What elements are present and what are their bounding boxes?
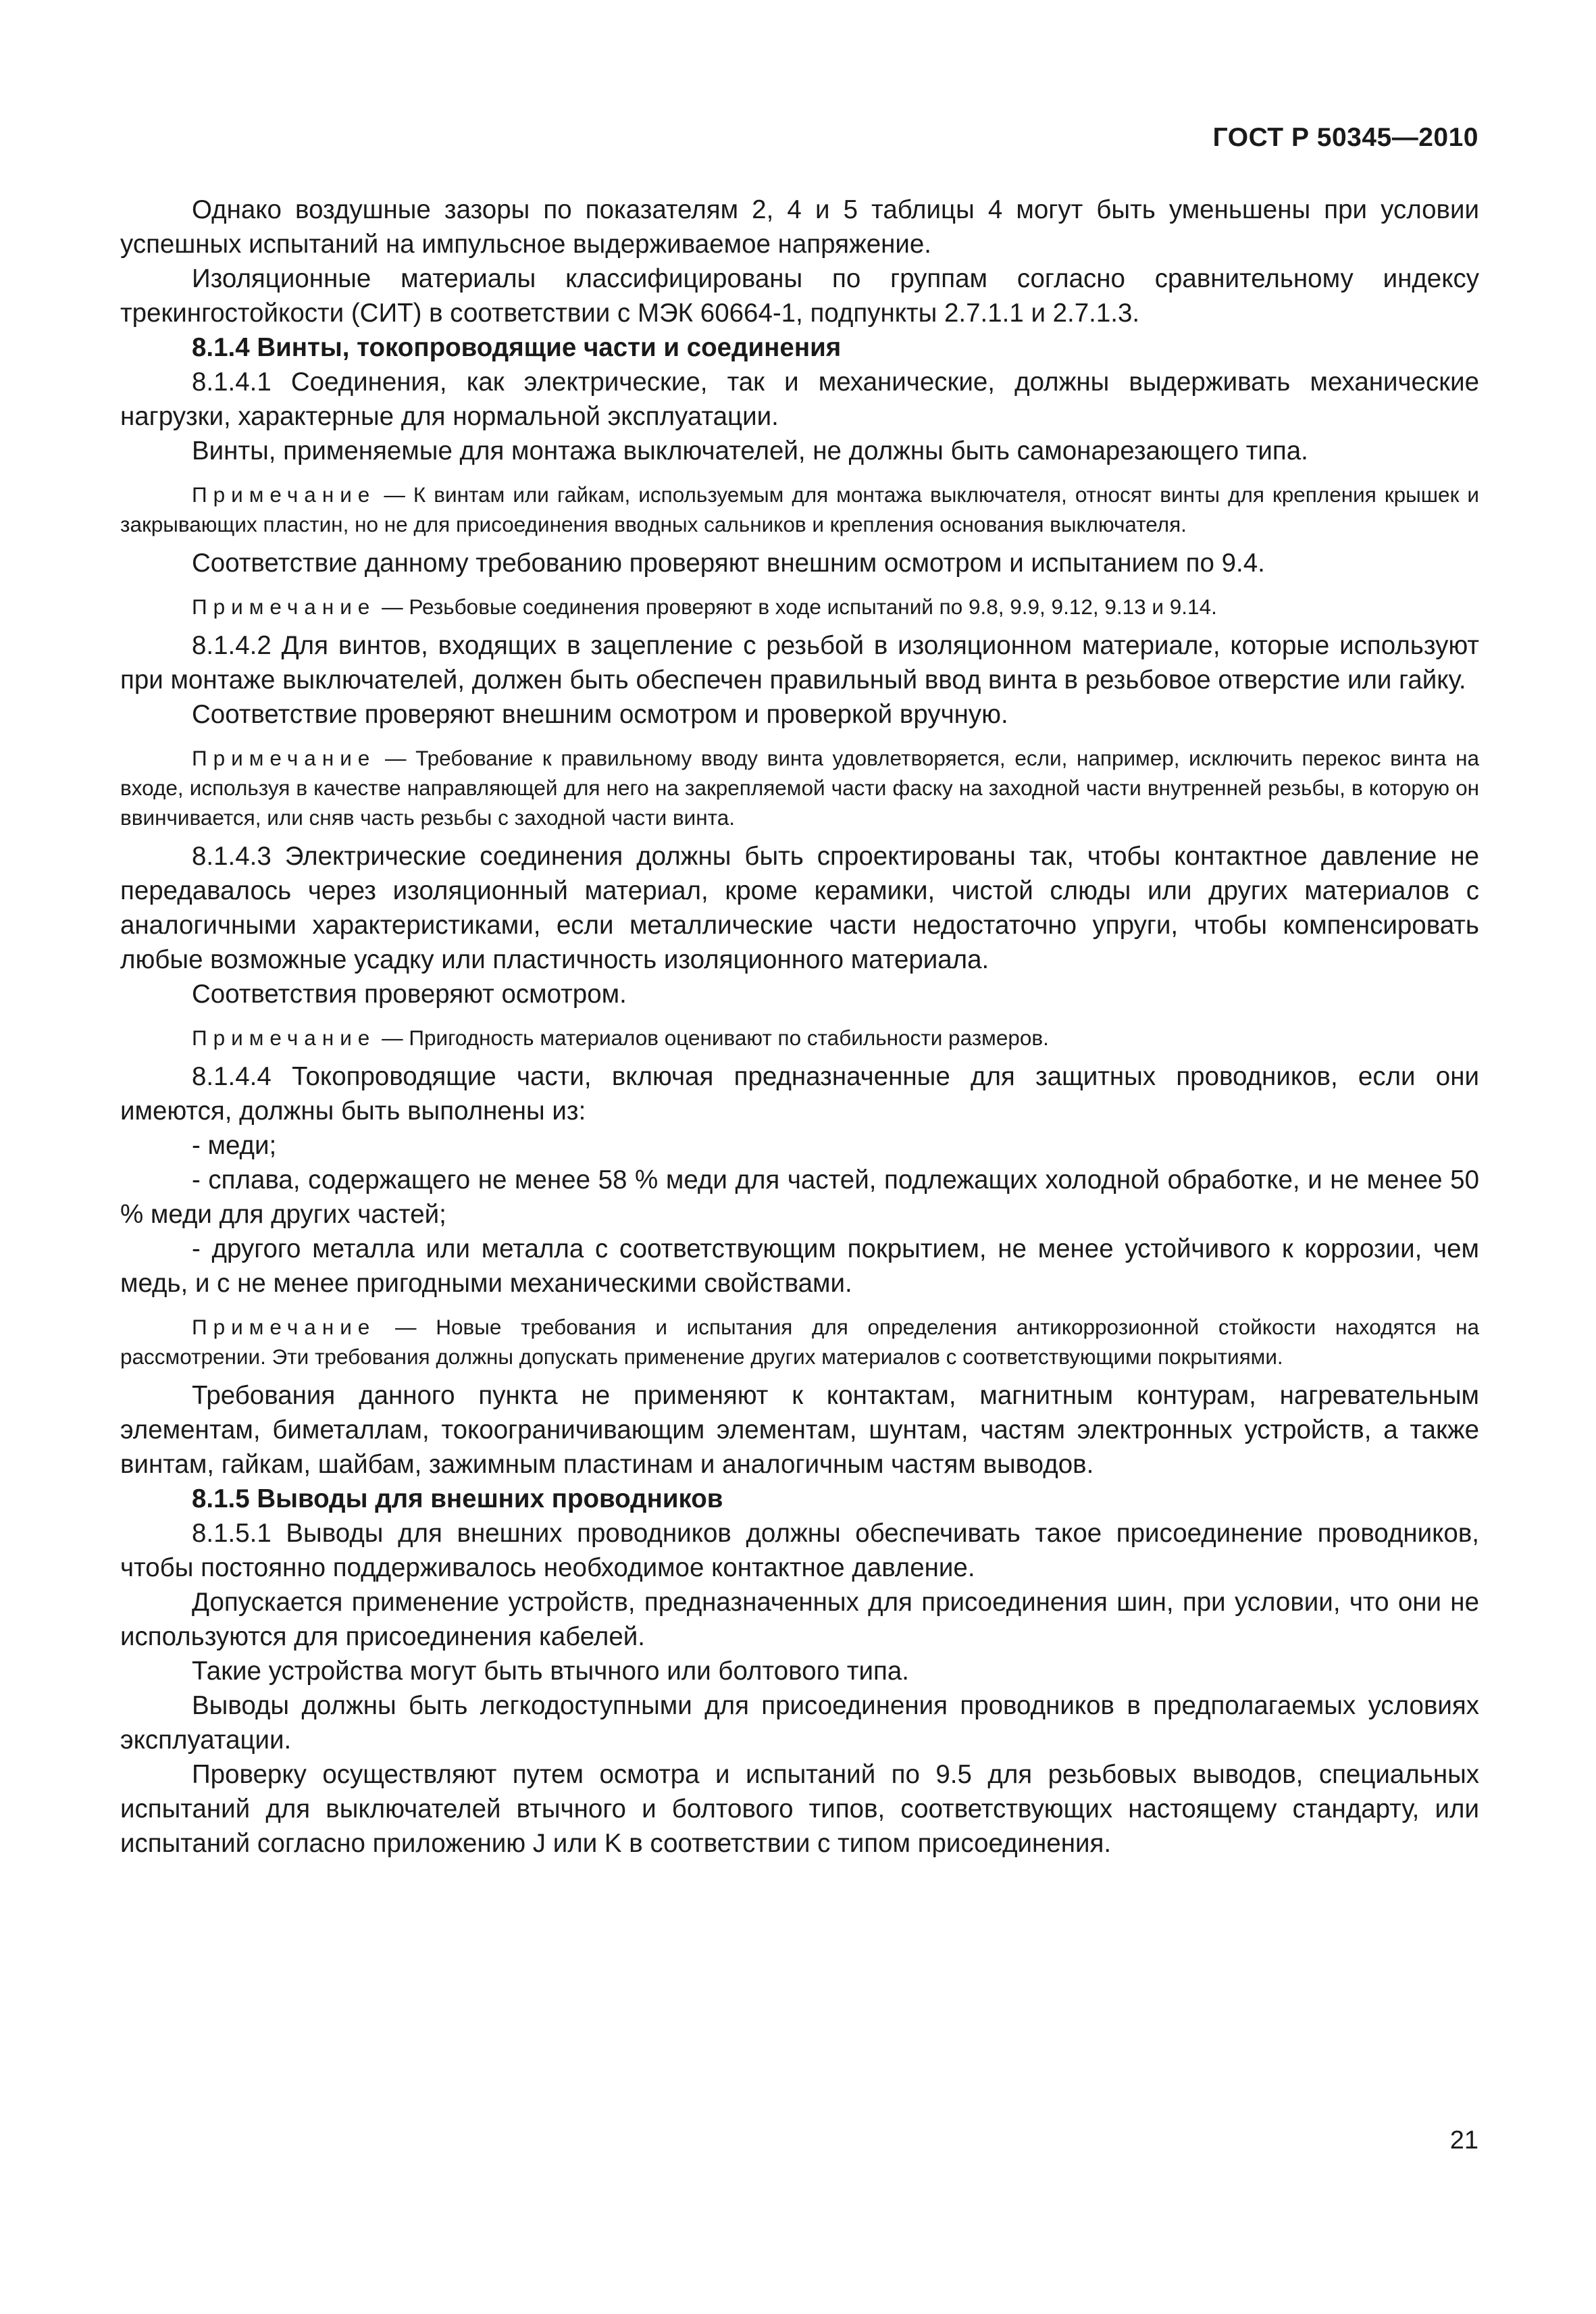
note-text: — Пригодность материалов оценивают по стабильности размеров. [376,1026,1049,1050]
note-label: Примечание [192,1026,376,1050]
paragraph: 8.1.4.4 Токопроводящие части, включая предназначенные для защитных проводников, если они имеются, должны быть выполнены из: [120,1062,1479,1126]
paragraph: Соответствия проверяют осмотром. [192,980,627,1009]
paragraph: Соответствие данному требованию проверяют внешним осмотром и испытанием по 9.4. [192,549,1265,578]
paragraph: Изоляционные материалы классифицированы по группам согласно сравнительному индексу трекингостойкости (СИТ) в соответствии с МЭК 60664-1, подпункты 2.7.1.1 и 2.7.1.3. [120,264,1479,328]
note-text: — К винтам или гайкам, используемым для монтажа выключателя, относят винты для крепления крышек и закрывающих пластин, но не для присоединения вводных сальников и крепления основания выключателя. [120,482,1479,536]
paragraph: Однако воздушные зазоры по показателям 2, 4 и 5 таблицы 4 могут быть уменьшены при условии успешных испытаний на импульсное выдерживаемое напряжение. [120,195,1479,259]
paragraph: Требования данного пункта не применяют к контактам, магнитным контурам, нагревательным элементам, биметаллам, токоограничивающим элементам, шунтам, частям электронных устройств, а также винтам, гайкам, шайбам, зажимным пластинам и аналогичным частям выводов. [120,1381,1479,1479]
paragraph: 8.1.4.1 Соединения, как электрические, так и механические, должны выдерживать механические нагрузки, характерные для нормальной эксплуатации. [120,368,1479,431]
paragraph: 8.1.4.3 Электрические соединения должны быть спроектированы так, чтобы контактное давление не передавалось через изоляционный материал, кроме керамики, чистой слюды или других материалов с аналогичными характеристиками, если металлические части недостаточно упруги, чтобы компенсировать любые возможные усадку или пластичность изоляционного материала. [120,842,1479,974]
paragraph: 8.1.4.2 Для винтов, входящих в зацепление с резьбой в изоляционном материале, которые используют при монтаже выключателей, должен быть обеспечен правильный ввод винта в резьбовое отверстие или гайку. [120,631,1479,695]
list-item: - другого металла или металла с соответствующим покрытием, не менее устойчивого к коррозии, чем медь, и с не менее пригодными механическими свойствами. [120,1234,1479,1298]
note [120,743,1479,832]
note-label: Примечание [192,482,376,507]
paragraph: Допускается применение устройств, предназначенных для присоединения шин, при условии, что они не используются для присоединения кабелей. [120,1588,1479,1651]
note [120,1312,1479,1372]
paragraph: Выводы должны быть легкодоступными для присоединения проводников в предполагаемых условиях эксплуатации. [120,1691,1479,1755]
document-header: ГОСТ Р 50345—2010 [1212,123,1478,152]
paragraph: Винты, применяемые для монтажа выключателей, не должны быть самонарезающего типа. [192,436,1308,466]
note [120,480,1479,539]
paragraph: Соответствие проверяют внешним осмотром и проверкой вручную. [192,700,1008,729]
document-body [120,193,1479,1861]
section-heading: 8.1.5 Выводы для внешних проводников [192,1484,723,1513]
list-item: - сплава, содержащего не менее 58 % меди для частей, подлежащих холодной обработке, и не менее 50 % меди для других частей; [120,1165,1479,1229]
page-number: 21 [1449,2126,1478,2155]
note-label: Примечание [192,746,376,770]
note-text: — Резьбовые соединения проверяют в ходе испытаний по 9.8, 9.9, 9.12, 9.13 и 9.14. [376,595,1217,619]
note-label: Примечание [192,1315,376,1339]
note-text: — Требование к правильному вводу винта удовлетворяется, если, например, исключить перекос винта на входе, используя в качестве направляющей для него на закрепляемой части фаску на заходной части внутренней резьбы, в которую он ввинчивается, или сняв часть резьбы с заходной части винта. [120,746,1479,830]
note-label: Примечание [192,595,376,619]
paragraph: Проверку осуществляют путем осмотра и испытаний по 9.5 для резьбовых выводов, специальных испытаний для выключателей втычного и болтового типов, соответствующих настоящему стандарту, или испытаний согласно приложению J или K в соответствии с типом присоединения. [120,1760,1479,1858]
note [120,1023,1479,1053]
section-heading: 8.1.4 Винты, токопроводящие части и соединения [192,333,842,362]
list-item: - меди; [192,1131,277,1160]
paragraph: Такие устройства могут быть втычного или болтового типа. [192,1657,909,1686]
note-text: — Новые требования и испытания для определения антикоррозионной стойкости находятся на рассмотрении. Эти требования должны допускать применение других материалов с соответствующими покрытиями. [120,1315,1479,1369]
note [120,592,1479,622]
paragraph: 8.1.5.1 Выводы для внешних проводников должны обеспечивать такое присоединение проводников, чтобы постоянно поддерживалось необходимое контактное давление. [120,1519,1479,1582]
